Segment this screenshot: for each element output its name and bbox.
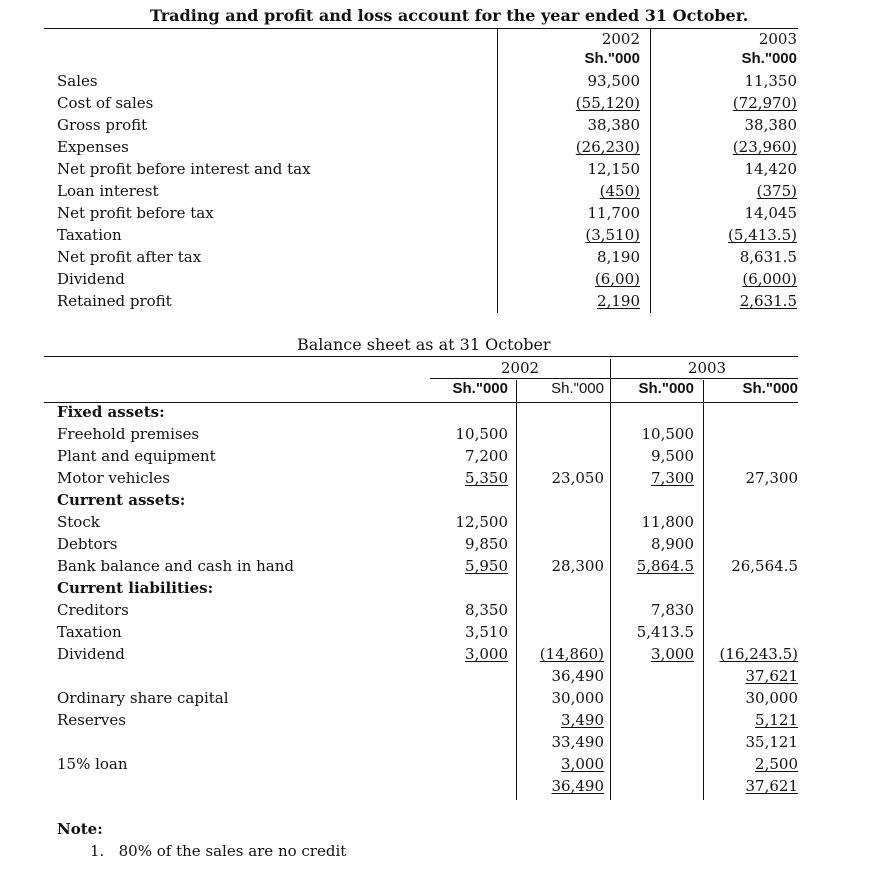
balance-value-c4: 2,500 <box>755 755 798 773</box>
balance-value-c1: 8,350 <box>465 601 508 619</box>
trading-cell <box>655 270 797 288</box>
balance-cell <box>706 711 798 729</box>
balance-cell <box>520 557 604 575</box>
balance-cell <box>706 469 798 487</box>
balance-row-label: Plant and equipment <box>57 447 216 465</box>
balance-cell <box>520 711 604 729</box>
balance-row-label: Stock <box>57 513 100 531</box>
balance-value-c1: 5,350 <box>465 469 508 487</box>
balance-value-c4: 37,621 <box>745 667 798 685</box>
balance-value-c2: (14,860) <box>539 645 604 663</box>
trading-value-v2003: 2,631.5 <box>739 292 797 310</box>
trading-row-label: Net profit before tax <box>57 204 214 222</box>
trading-row-label: Gross profit <box>57 116 148 134</box>
trading-row-label: Net profit before interest and tax <box>57 160 311 178</box>
balance-col-divider-1 <box>516 380 517 800</box>
balance-cell <box>614 425 694 443</box>
trading-value-v2002: (6,00) <box>594 270 640 288</box>
balance-value-c4: 30,000 <box>745 689 798 707</box>
balance-value-c4: 5,121 <box>755 711 798 729</box>
trading-value-v2003: 14,420 <box>744 160 797 178</box>
trading-row-label: Loan interest <box>57 182 159 200</box>
trading-value-v2003: 11,350 <box>744 72 797 90</box>
balance-cell <box>430 469 508 487</box>
balance-cell <box>520 667 604 685</box>
trading-cell <box>655 226 797 244</box>
balance-value-c1: 12,500 <box>455 513 508 531</box>
trading-cell <box>500 248 640 266</box>
trading-cell <box>655 138 797 156</box>
trading-value-v2003: (375) <box>756 182 797 200</box>
balance-value-c2: 3,000 <box>561 755 604 773</box>
trading-value-v2003: (23,960) <box>732 138 797 156</box>
trading-year-2002: 2002 <box>601 30 640 48</box>
balance-cell <box>614 469 694 487</box>
balance-year-rule <box>430 378 798 379</box>
balance-value-c3: 8,900 <box>651 535 694 553</box>
balance-row-label: 15% loan <box>57 755 128 773</box>
trading-value-v2002: 12,150 <box>587 160 640 178</box>
trading-title: Trading and profit and loss account for the year ended 31 October. <box>150 6 749 25</box>
trading-row-label: Sales <box>57 72 98 90</box>
balance-cell <box>614 645 694 663</box>
balance-cell <box>614 557 694 575</box>
balance-value-c1: 7,200 <box>465 447 508 465</box>
balance-value-c4: 26,564.5 <box>731 557 798 575</box>
balance-section-heading: Fixed assets: <box>57 403 165 421</box>
balance-cell <box>614 535 694 553</box>
balance-value-c2: 3,490 <box>561 711 604 729</box>
balance-cell <box>706 733 798 751</box>
balance-value-c4: 37,621 <box>745 777 798 795</box>
trading-unit-2002: Sh."000 <box>584 50 640 67</box>
balance-unit-c4: Sh."000 <box>742 380 798 397</box>
trading-cell <box>655 160 797 178</box>
trading-value-v2002: (26,230) <box>575 138 640 156</box>
balance-value-c2: 30,000 <box>551 689 604 707</box>
trading-value-v2002: (450) <box>599 182 640 200</box>
trading-value-v2003: (72,970) <box>732 94 797 112</box>
balance-cell <box>430 513 508 531</box>
balance-cell <box>706 689 798 707</box>
balance-cell <box>614 513 694 531</box>
balance-cell <box>706 645 798 663</box>
balance-unit-c2: Sh."000 <box>551 380 604 397</box>
balance-row-label: Reserves <box>57 711 126 729</box>
trading-value-v2003: 14,045 <box>744 204 797 222</box>
balance-section-heading: Current assets: <box>57 491 186 509</box>
balance-value-c1: 9,850 <box>465 535 508 553</box>
trading-row-label: Net profit after tax <box>57 248 202 266</box>
balance-cell <box>614 623 694 641</box>
balance-cell <box>430 425 508 443</box>
trading-value-v2002: 38,380 <box>587 116 640 134</box>
trading-cell <box>500 182 640 200</box>
trading-row-label: Cost of sales <box>57 94 154 112</box>
balance-value-c2: 36,490 <box>551 667 604 685</box>
trading-col-divider-2 <box>650 29 651 313</box>
trading-value-v2002: (55,120) <box>575 94 640 112</box>
balance-row-label: Freehold premises <box>57 425 200 443</box>
balance-cell <box>430 601 508 619</box>
balance-year-2002: 2002 <box>500 359 540 377</box>
balance-unit-c1: Sh."000 <box>452 380 508 397</box>
balance-cell <box>430 447 508 465</box>
trading-row-label: Dividend <box>57 270 125 288</box>
trading-value-v2002: 93,500 <box>587 72 640 90</box>
trading-value-v2003: (6,000) <box>742 270 797 288</box>
balance-value-c2: 28,300 <box>551 557 604 575</box>
balance-value-c2: 36,490 <box>551 777 604 795</box>
balance-row-label: Dividend <box>57 645 125 663</box>
balance-cell <box>430 623 508 641</box>
balance-col-divider-3 <box>703 380 704 800</box>
trading-cell <box>500 226 640 244</box>
trading-cell <box>500 204 640 222</box>
balance-cell <box>706 755 798 773</box>
balance-cell <box>430 535 508 553</box>
trading-value-v2003: (5,413.5) <box>728 226 797 244</box>
balance-year-2003: 2003 <box>687 359 727 377</box>
trading-cell <box>655 248 797 266</box>
balance-value-c2: 23,050 <box>551 469 604 487</box>
balance-cell <box>520 645 604 663</box>
trading-cell <box>500 270 640 288</box>
trading-cell <box>500 94 640 112</box>
balance-row-label: Motor vehicles <box>57 469 170 487</box>
balance-value-c3: 7,300 <box>651 469 694 487</box>
balance-value-c3: 9,500 <box>651 447 694 465</box>
balance-value-c1: 3,510 <box>465 623 508 641</box>
trading-cell <box>500 292 640 310</box>
balance-cell <box>614 601 694 619</box>
trading-cell <box>500 138 640 156</box>
balance-cell <box>520 469 604 487</box>
balance-value-c3: 11,800 <box>641 513 694 531</box>
trading-cell <box>655 116 797 134</box>
balance-value-c1: 5,950 <box>465 557 508 575</box>
trading-cell <box>655 292 797 310</box>
trading-cell <box>500 116 640 134</box>
balance-title: Balance sheet as at 31 October <box>297 335 551 354</box>
balance-unit-c3: Sh."000 <box>638 380 694 397</box>
balance-row-label: Bank balance and cash in hand <box>57 557 295 575</box>
trading-value-v2002: (3,510) <box>585 226 640 244</box>
trading-cell <box>500 160 640 178</box>
trading-unit-2003: Sh."000 <box>741 50 797 67</box>
balance-value-c3: 7,830 <box>651 601 694 619</box>
balance-value-c1: 3,000 <box>465 645 508 663</box>
balance-value-c3: 3,000 <box>651 645 694 663</box>
trading-value-v2002: 8,190 <box>597 248 640 266</box>
balance-value-c4: 35,121 <box>745 733 798 751</box>
trading-value-v2003: 8,631.5 <box>739 248 797 266</box>
balance-section-heading: Current liabilities: <box>57 579 214 597</box>
balance-value-c1: 10,500 <box>455 425 508 443</box>
trading-cell <box>655 204 797 222</box>
trading-year-2003: 2003 <box>758 30 797 48</box>
balance-cell <box>706 667 798 685</box>
trading-cell <box>655 182 797 200</box>
balance-value-c3: 5,864.5 <box>636 557 694 575</box>
trading-value-v2003: 38,380 <box>744 116 797 134</box>
balance-cell <box>520 777 604 795</box>
balance-cell <box>706 777 798 795</box>
balance-value-c3: 10,500 <box>641 425 694 443</box>
balance-row-label: Debtors <box>57 535 118 553</box>
trading-row-label: Expenses <box>57 138 129 156</box>
trading-value-v2002: 2,190 <box>597 292 640 310</box>
trading-cell <box>500 72 640 90</box>
trading-cell <box>655 72 797 90</box>
balance-value-c2: 33,490 <box>551 733 604 751</box>
balance-cell <box>520 733 604 751</box>
trading-cell <box>655 94 797 112</box>
balance-cell <box>430 557 508 575</box>
note-item-1: 1. 80% of the sales are no credit <box>90 842 347 860</box>
balance-row-label: Taxation <box>57 623 122 641</box>
trading-row-label: Retained profit <box>57 292 172 310</box>
trading-row-label: Taxation <box>57 226 122 244</box>
balance-cell <box>614 447 694 465</box>
balance-cell <box>520 755 604 773</box>
balance-top-rule <box>44 356 798 357</box>
note-heading: Note: <box>57 820 103 838</box>
balance-col-divider-2 <box>610 359 611 800</box>
balance-cell <box>706 557 798 575</box>
balance-cell <box>430 645 508 663</box>
balance-row-label: Creditors <box>57 601 129 619</box>
balance-value-c4: (16,243.5) <box>719 645 798 663</box>
balance-cell <box>520 689 604 707</box>
trading-col-divider-1 <box>497 29 498 313</box>
balance-value-c4: 27,300 <box>745 469 798 487</box>
balance-row-label: Ordinary share capital <box>57 689 229 707</box>
trading-value-v2002: 11,700 <box>587 204 640 222</box>
trading-top-rule <box>44 28 798 29</box>
balance-value-c3: 5,413.5 <box>636 623 694 641</box>
